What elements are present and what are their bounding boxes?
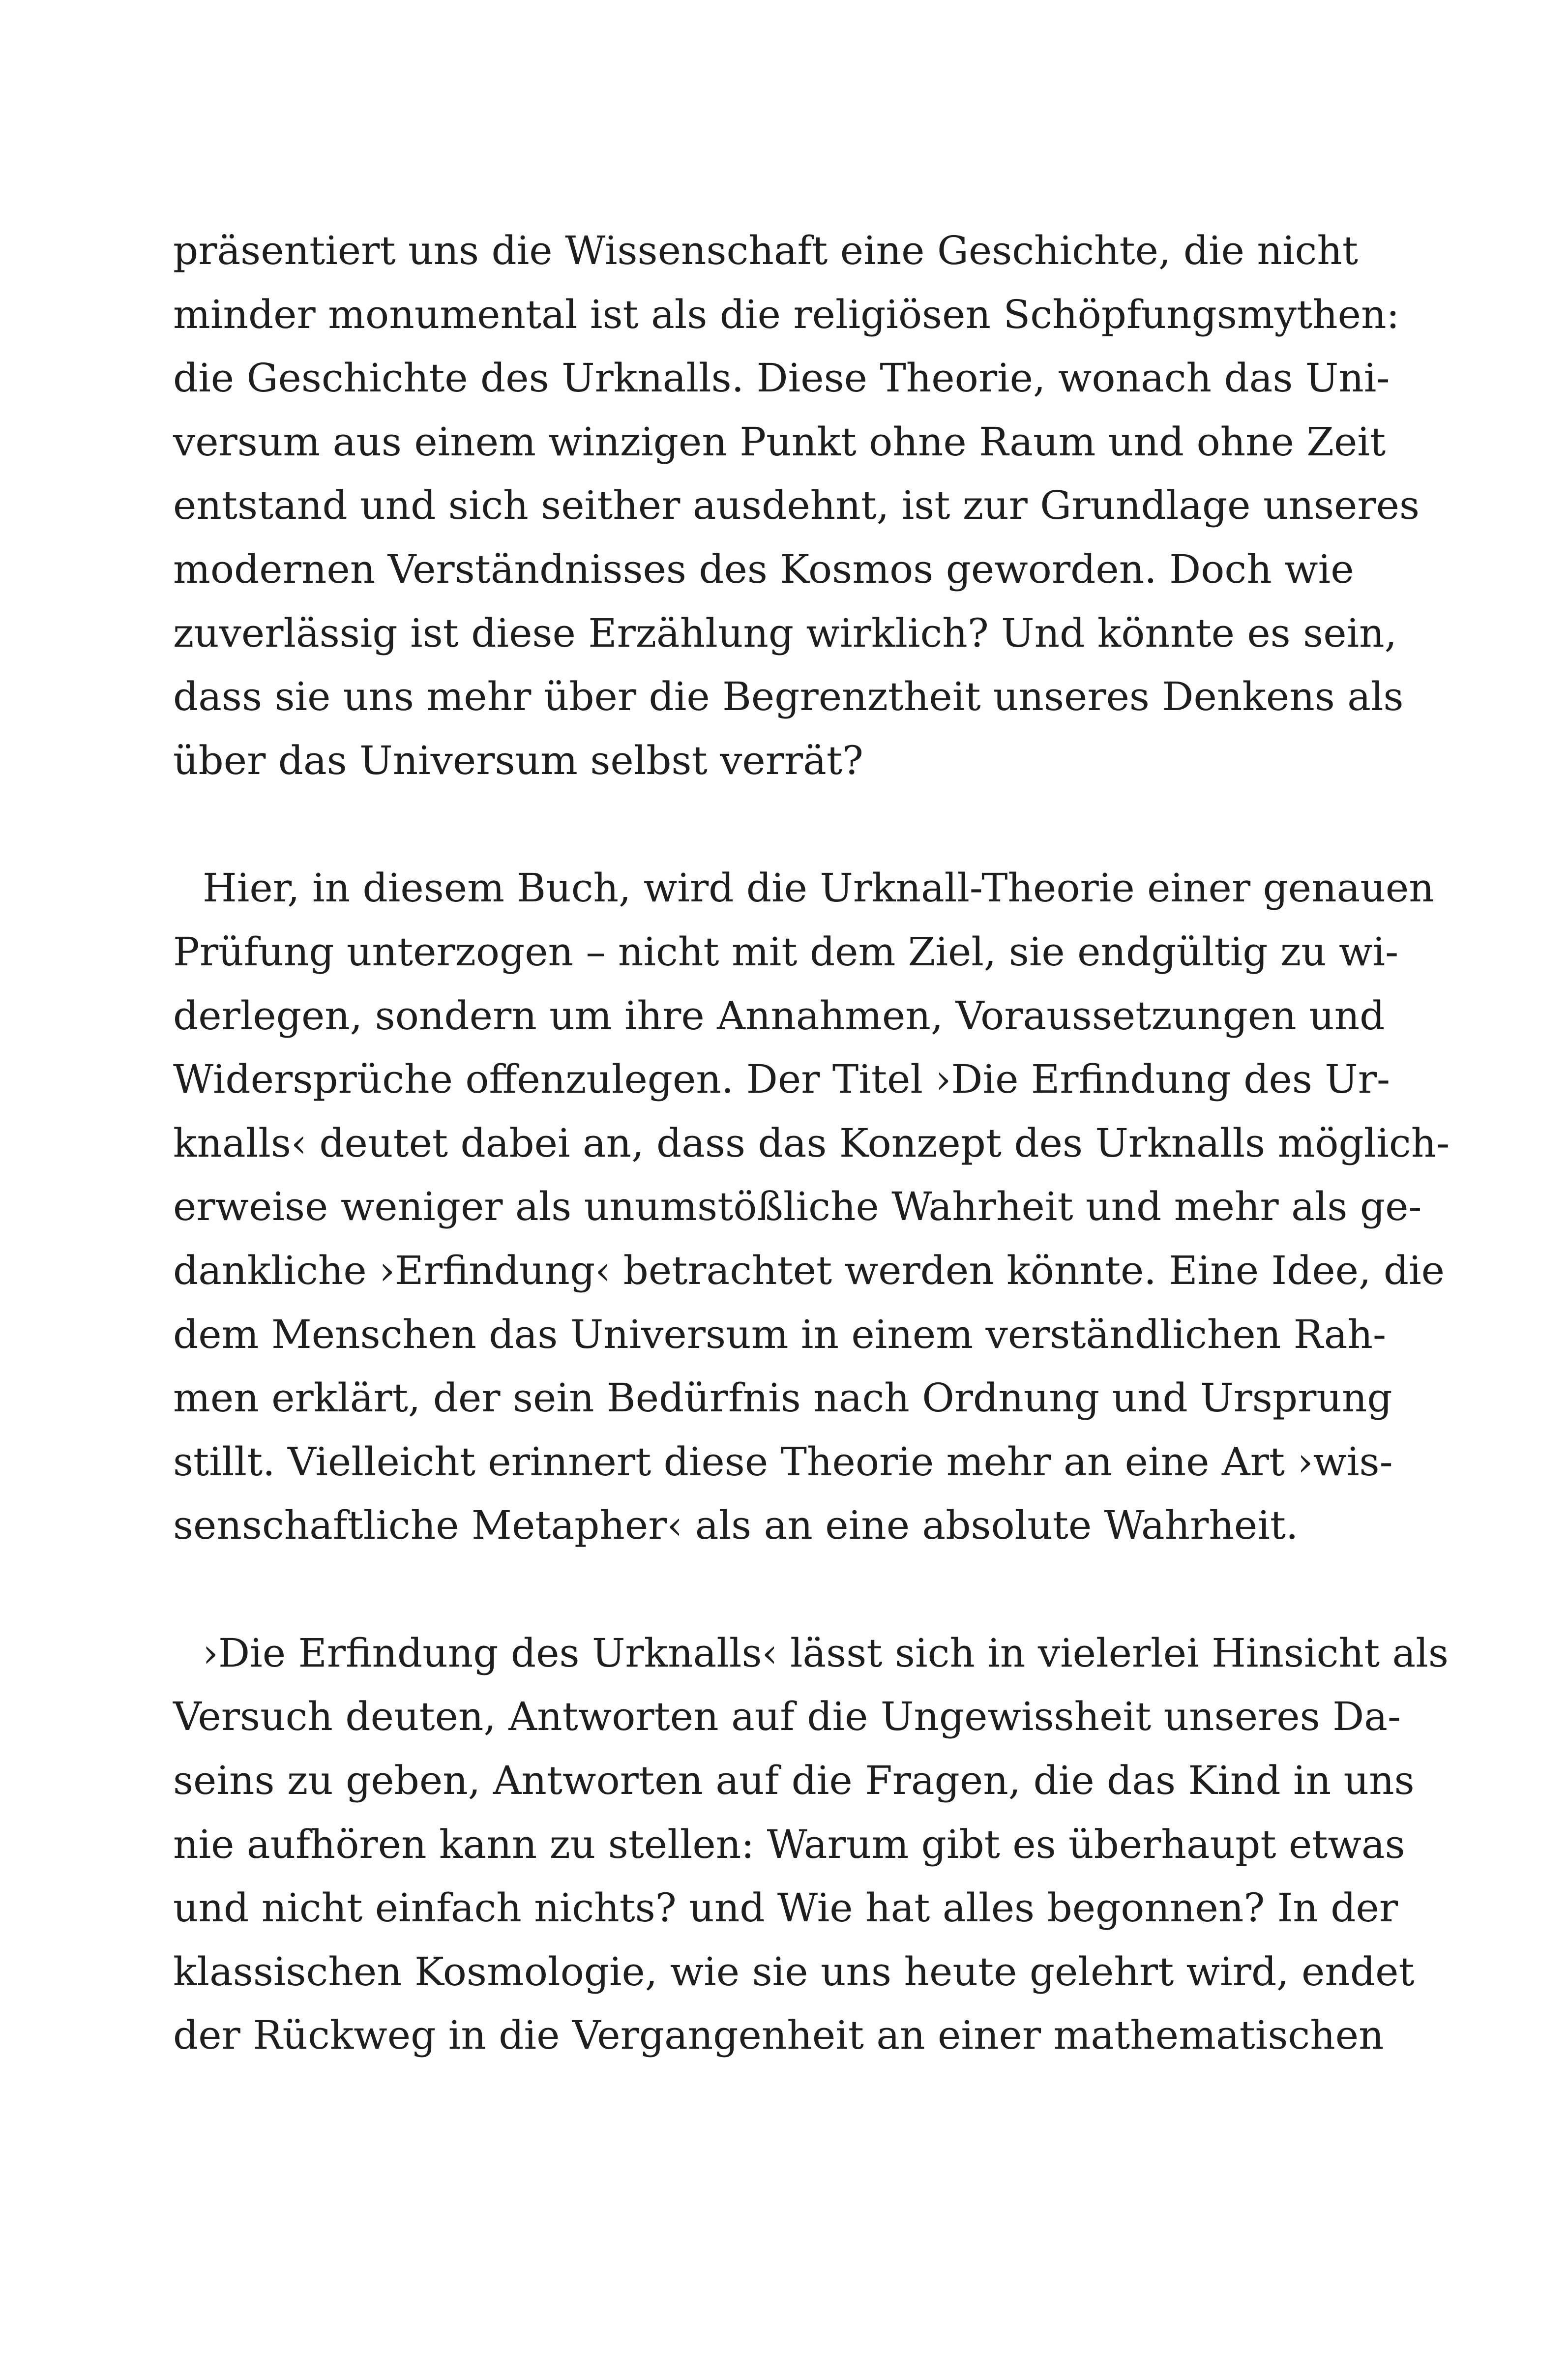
text-line: über das Universum selbst verrät? [173, 737, 863, 783]
text-line: die Geschichte des Urknalls. Diese Theorie, wonach das Uni- [173, 355, 1390, 401]
text-line: knalls‹ deutet dabei an, dass das Konzept des Urknalls möglich- [173, 1120, 1450, 1166]
paragraph [173, 1621, 1449, 2067]
text-line: versum aus einem winzigen Punkt ohne Raum und ohne Zeit [173, 418, 1386, 465]
text-line: dankliche ›Erfindung‹ betrachtet werden könnte. Eine Idee, die [173, 1247, 1445, 1293]
text-line: zuverlässig ist diese Erzählung wirklich? Und könnte es sein, [173, 610, 1397, 656]
text-line: klassischen Kosmologie, wie sie uns heute gelehrt wird, endet [173, 1948, 1415, 1995]
body-text [173, 219, 1450, 2067]
paragraph [173, 219, 1420, 792]
text-line: ›Die Erfindung des Urknalls‹ lässt sich in vielerlei Hinsicht als [203, 1630, 1449, 1676]
text-line: Hier, in diesem Buch, wird die Urknall-Theorie einer genauen [203, 865, 1434, 911]
paragraph [173, 856, 1450, 1557]
text-line: senschaftliche Metapher‹ als an eine absolute Wahrheit. [173, 1502, 1299, 1549]
text-line: und nicht einfach nichts? und Wie hat alles begonnen? In der [173, 1885, 1398, 1931]
text-line: stillt. Vielleicht erinnert diese Theorie mehr an eine Art ›wis- [173, 1438, 1393, 1485]
text-line: Versuch deuten, Antworten auf die Ungewissheit unseres Da- [173, 1694, 1401, 1740]
text-line: Prüfung unterzogen – nicht mit dem Ziel, sie endgültig zu wi- [173, 928, 1399, 975]
text-line: erweise weniger als unumstößliche Wahrheit und mehr als ge- [173, 1184, 1422, 1230]
text-line: derlegen, sondern um ihre Annahmen, Voraussetzungen und [173, 992, 1385, 1039]
text-line: modernen Verständnisses des Kosmos geworden. Doch wie [173, 546, 1354, 592]
text-line: seins zu geben, Antworten auf die Fragen, die das Kind in uns [173, 1758, 1415, 1804]
text-line: dass sie uns mehr über die Begrenztheit unseres Denkens als [173, 674, 1404, 720]
text-line: nie aufhören kann zu stellen: Warum gibt es überhaupt etwas [173, 1821, 1405, 1867]
text-line: entstand und sich seither ausdehnt, ist zur Grundlage unseres [173, 482, 1420, 529]
text-line: men erklärt, der sein Bedürfnis nach Ordnung und Ursprung [173, 1375, 1392, 1421]
text-line: präsentiert uns die Wissenschaft eine Geschichte, die nicht [173, 228, 1358, 273]
text-line: minder monumental ist als die religiösen Schöpfungsmythen: [173, 291, 1400, 337]
text-line: der Rückweg in die Vergangenheit an einer mathematischen [173, 2012, 1384, 2059]
text-line: Widersprüche offenzulegen. Der Titel ›Die Erfindung des Ur- [173, 1056, 1390, 1103]
text-line: dem Menschen das Universum in einem verständlichen Rah- [173, 1311, 1387, 1357]
